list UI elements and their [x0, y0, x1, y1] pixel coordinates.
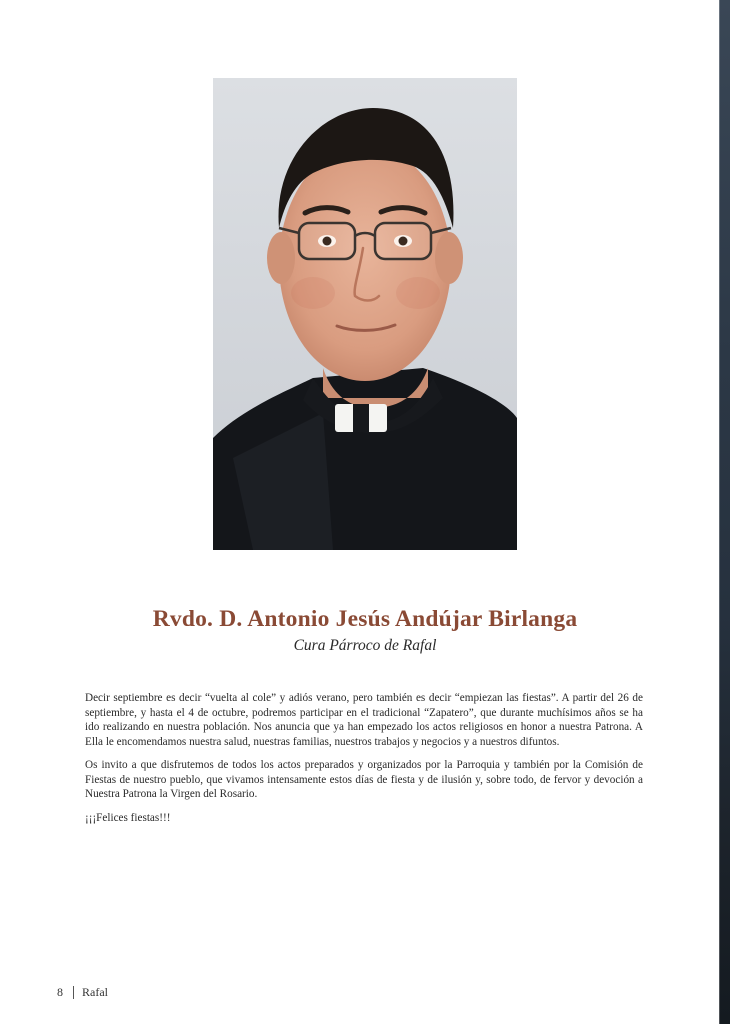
- article-closing: ¡¡¡Felices fiestas!!!: [85, 811, 171, 824]
- article-paragraph: Os invito a que disfrutemos de todos los actos preparados y organizados por la Parroquia y también por la Comisión de Fiestas de nuestro pueblo, que vivamos intensamente estos días de fiesta y de ilusión y, sobre todo, de fervor y devoción a Nuestra Patrona la Virgen del Rosario.: [85, 759, 643, 800]
- page-edge-strip: [719, 0, 730, 1024]
- page-number: 8: [57, 985, 63, 999]
- article-paragraph: Decir septiembre es decir “vuelta al cole” y adiós verano, pero también es decir “empiezan las fiestas”. A partir del 26 de septiembre, y hasta el 4 de octubre, podremos participar en el tradicional “Zapatero”, que durante muchísimos años se ha ido realizando en nuestra población. Nos anuncia que ya han empezado los actos religiosos en honor a nuestra Patrona. A Ella le encomendamos nuestra salud, nuestras familias, nuestros trabajos y negocios y a nuestros difuntos.: [85, 692, 643, 748]
- portrait-photo: [213, 78, 517, 550]
- article-body: [85, 691, 643, 834]
- page-footer: [57, 985, 108, 1000]
- author-name: Rvdo. D. Antonio Jesús Andújar Birlanga: [152, 606, 578, 632]
- publication-name: Rafal: [82, 985, 108, 999]
- footer-divider: [73, 986, 74, 999]
- portrait-illustration: [213, 78, 517, 550]
- author-role: Cura Párroco de Rafal: [293, 637, 437, 654]
